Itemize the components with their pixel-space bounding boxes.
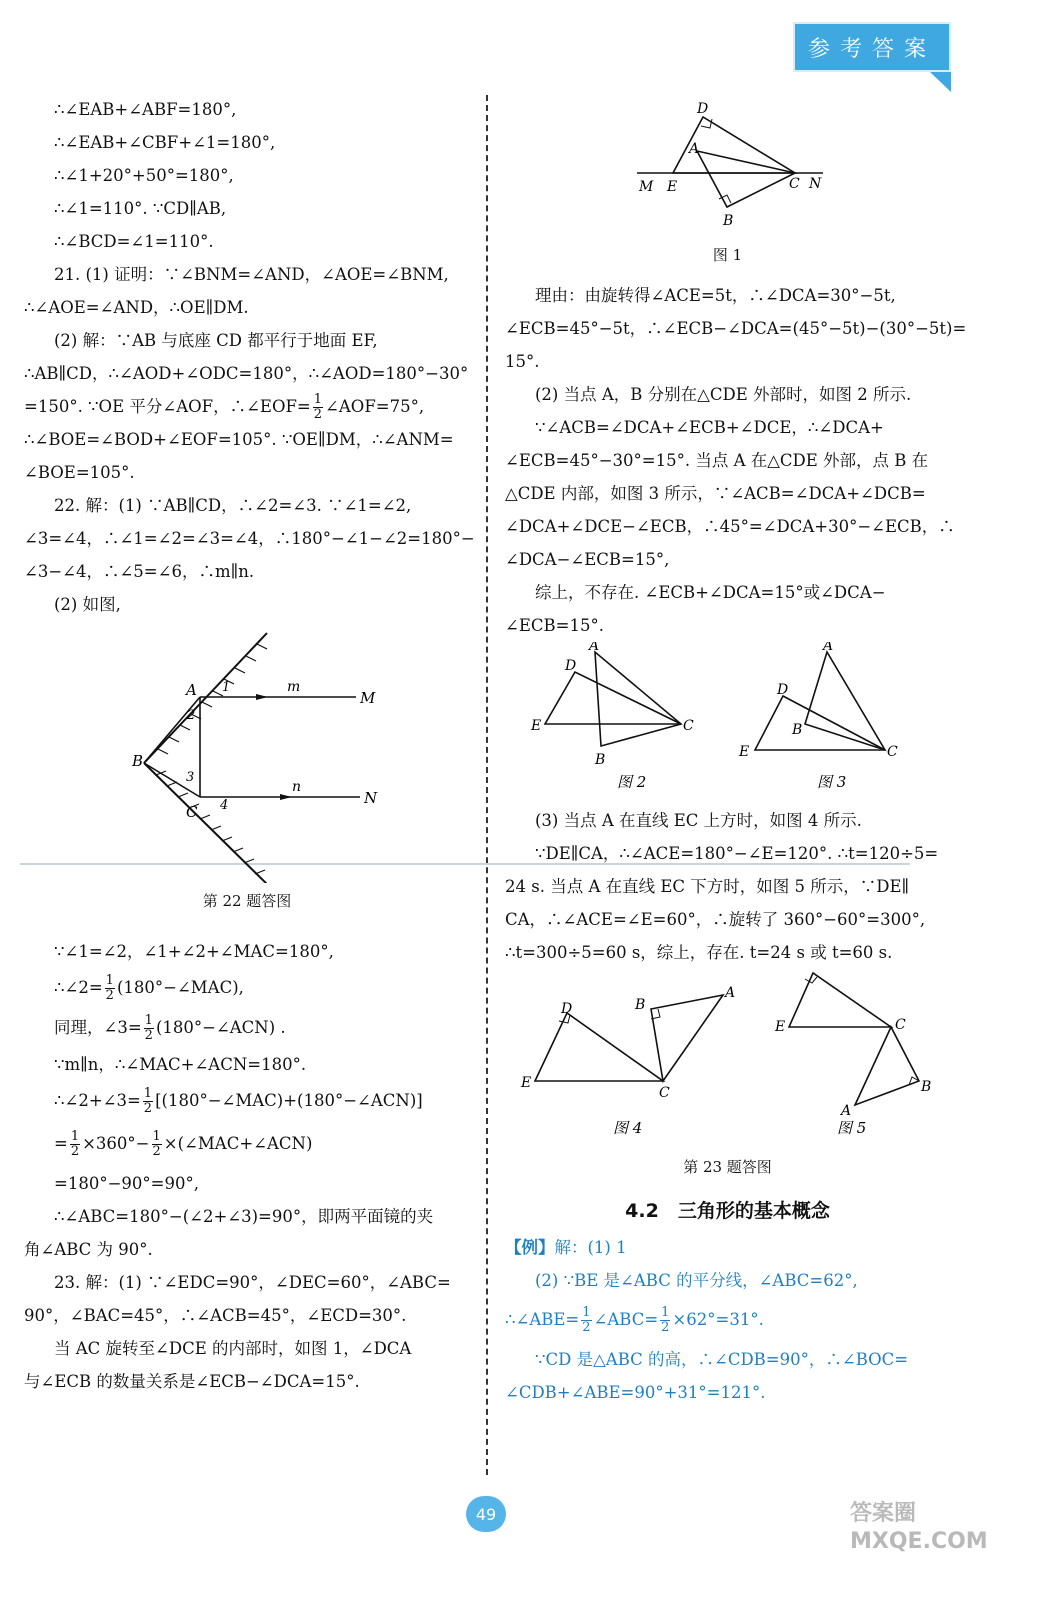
fig3-label-c: C [887,744,898,760]
eq-pre: ∴∠2= [54,978,103,997]
fig2-label-e: E [531,718,542,734]
figures-4-5-diagram [505,969,950,1147]
label-a: A [689,141,700,157]
fig4-label-a: A [725,985,736,1001]
figure-3-caption: 图 3 [817,773,847,791]
figure-22-caption: 第 22 题答图 [202,892,292,910]
text-line: ∴t=300÷5=60 s，综上，存在. t=24 s 或 t=60 s. [505,943,893,962]
text-line: 24 s. 当点 A 在直线 EC 下方时，如图 5 所示，∵DE∥ [505,877,910,896]
page-number: 49 [466,1496,506,1532]
fig5-label-a: A [841,1103,852,1119]
fraction [70,1130,80,1159]
fig4-label-e: E [521,1075,532,1091]
text-line: 与∠ECB 的数量关系是∠ECB−∠DCA=15°. [24,1372,360,1391]
fraction [313,393,323,422]
text-line: ∴∠AOE=∠AND，∴OE∥DM. [24,298,249,317]
fraction-numerator: 1 [661,1305,670,1320]
fig5-label-b: B [921,1079,932,1095]
fraction-denominator: 2 [70,1144,80,1159]
fraction-numerator: 1 [152,1129,161,1144]
label-n-point: N [364,789,378,807]
text-line: ∠ECB=45°−30°=15°. 当点 A 在△CDE 外部，点 B 在 [505,451,929,470]
fig3-label-a: A [823,642,834,654]
text-line: 15°. [505,352,540,371]
fraction-denominator: 2 [152,1144,161,1159]
fig4-label-c: C [659,1085,670,1101]
eq-mid: ×360°− [82,1134,150,1153]
question-22-line: 22. 解：(1) ∵AB∥CD，∴∠2=∠3. ∵∠1=∠2, [54,496,412,515]
label-c: C [186,803,198,821]
fig5-label-d [808,969,820,973]
left-column [24,93,475,1398]
text-line: (2) 如图, [54,595,121,614]
figure-5-caption: 图 5 [837,1119,867,1137]
text-line: ∴AB∥CD，∴∠AOD+∠ODC=180°，∴∠AOD=180°−30° [24,364,469,383]
fig2-triangle-dec [545,672,681,724]
fig4-label-b: B [635,997,646,1013]
watermark-line-2: MXQE.COM [850,1529,988,1554]
eq-pre: ∴∠2+∠3= [54,1091,141,1110]
fraction-denominator: 2 [661,1320,670,1335]
eq-post: ×(∠MAC+∠ACN) [163,1134,313,1153]
fig3-label-d: D [777,682,789,698]
text-line: (2) 解：∵AB 与底座 CD 都平行于地面 EF, [54,331,378,350]
text-line: ∠ECB=45°−5t，∴∠ECB−∠DCA=(45°−5t)−(30°−5t)= [505,319,967,338]
fig2-label-b: B [595,752,606,768]
fraction-denominator: 2 [143,1101,153,1116]
text-line: ∵∠ACB=∠DCA+∠ECB+∠DCE，∴∠DCA+ [535,418,884,437]
figure-4-caption: 图 4 [613,1119,643,1137]
fig5-triangle-abc [855,1027,919,1105]
fraction [660,1306,670,1335]
eq-post: [(180°−∠MAC)+(180°−∠ACN)] [155,1091,423,1110]
eq-pre: 同理，∠3= [54,1018,142,1037]
label-line-n: n [292,779,302,795]
figure-1-diagram [505,93,950,233]
eq-mid: ∠ABC= [593,1310,659,1329]
figure-1-caption: 图 1 [712,246,743,264]
fraction-numerator: 1 [313,392,323,407]
example-line: (2) ∵BE 是∠ABC 的平分线，∠ABC=62°, [535,1271,858,1290]
equation-line [24,1121,470,1167]
fig3-label-b: B [792,722,803,738]
text-line: ∵∠1=∠2，∠1+∠2+∠MAC=180°, [54,942,334,961]
label-d: D [697,101,709,117]
figure-22-diagram [24,621,470,883]
fig3-triangle-abc [805,652,885,750]
fraction-denominator: 2 [144,1028,153,1043]
text-line: 角∠ABC 为 90°. [24,1240,153,1259]
equation-line [24,390,470,423]
label-b: B [132,752,144,770]
text-line: ∠DCA−∠ECB=15°, [505,550,670,569]
figure-2-caption: 图 2 [617,773,647,791]
text-line: 90°，∠BAC=45°，∴∠ACB=45°，∠ECD=30°. [24,1306,407,1325]
figure-1 [505,93,950,233]
text-line: ∠DCA+∠DCE−∠ECB，∴45°=∠DCA+30°−∠ECB，∴ [505,517,955,536]
label-m-point: M [360,689,376,707]
fig5-label-c: C [895,1017,906,1033]
fig5-triangle-dec [789,973,891,1027]
example-tag: 【例】 [505,1238,555,1257]
fraction-numerator: 1 [144,1013,153,1028]
fraction-numerator: 1 [105,973,114,988]
fraction [152,1130,162,1159]
text-line: ∴∠1=110°. ∵CD∥AB, [54,199,227,218]
label-n: N [809,176,822,192]
arrow-m [256,694,268,700]
fraction-denominator: 2 [582,1320,591,1335]
eq-pre: = [54,1134,68,1153]
fraction-numerator: 1 [70,1129,80,1144]
text-line: △CDE 内部，如图 3 所示，∵∠ACB=∠DCA+∠DCB= [505,484,926,503]
fraction [581,1306,591,1335]
mirror-upper [144,633,267,763]
text-line: (3) 当点 A 在直线 EC 上方时，如图 4 所示. [535,811,862,830]
example-equation-line [505,1297,950,1343]
answer-header-tag: 参考答案 [793,22,951,72]
angle-2-label: 2 [187,708,196,723]
fig3-triangle-dec [755,696,885,750]
fraction-numerator: 1 [582,1305,591,1320]
fig4-triangle-dec [535,1013,663,1081]
equation-line [24,968,470,1008]
figure-22 [24,621,470,883]
fig2-label-c: C [683,718,694,734]
equation-line [24,1008,470,1048]
text-line: 综上，不存在. ∠ECB+∠DCA=15°或∠DCA− [535,583,886,602]
eq-post: (180°−∠ACN) . [155,1018,286,1037]
angle-3-label: 3 [186,770,195,785]
text-line: =180°−90°=90°, [54,1174,199,1193]
fraction [105,974,115,1003]
example-line [505,1231,950,1264]
label-b: B [723,213,734,229]
text-line: ∴∠BOE=∠BOD+∠EOF=105°. ∵OE∥DM，∴∠ANM= [24,430,454,449]
figures-4-5 [505,969,950,1147]
text-line: ∠BOE=105°. [24,463,135,482]
fraction-denominator: 2 [313,407,323,422]
example-line: ∵CD 是△ABC 的高，∴∠CDB=90°，∴∠BOC= [535,1350,909,1369]
angle-1-label: 1 [222,680,231,695]
fraction-denominator: 2 [105,988,114,1003]
fig4-label-d: D [561,1001,573,1017]
question-21-line: 21. (1) 证明：∵∠BNM=∠AND，∠AOE=∠BNM, [54,265,449,284]
example-line: ∠CDB+∠ABE=90°+31°=121°. [505,1383,766,1402]
mirror-lower [144,763,274,883]
text-line: ∵DE∥CA，∴∠ACE=180°−∠E=120°. ∴t=120÷5= [535,844,939,863]
example-text: 解：(1) 1 [554,1238,627,1257]
text-line: ∴∠1+20°+50°=180°, [54,166,234,185]
text-line: CA，∴∠ACE=∠E=60°，∴旋转了 360°−60°=300°, [505,910,926,929]
fraction [143,1087,153,1116]
figure-23-caption: 第 23 题答图 [683,1158,772,1176]
text-line: ∴∠EAB+∠ABF=180°, [54,100,237,119]
eq-pre: ∴∠ABE= [505,1310,580,1329]
watermark [850,1500,988,1556]
watermark-line-1: 答案圈 [850,1501,917,1526]
text-line: (2) 当点 A，B 分别在△CDE 外部时，如图 2 所示. [535,385,912,404]
arrow-n [280,794,292,800]
eq-post: ×62°=31°. [672,1310,764,1329]
eq-pre: =150°. ∵OE 平分∠AOF，∴∠EOF= [24,397,311,416]
eq-post: ∠AOF=75°, [325,397,425,416]
header-tag-tail [930,72,951,92]
text-line: ∠3−∠4，∴∠5=∠6，∴m∥n. [24,562,255,581]
label-e: E [667,179,678,195]
text-line: ∵m∥n，∴∠MAC+∠ACN=180°. [54,1055,307,1074]
fig2-label-a: A [589,642,600,654]
text-line: ∠ECB=15°. [505,616,604,635]
fig5-label-e: E [775,1019,786,1035]
segment-ab [144,697,200,763]
label-m: M [639,179,654,195]
figures-2-3-diagram [505,642,950,792]
mirror-hatching [156,644,267,874]
section-title: 4.2 三角形的基本概念 [625,1200,830,1222]
fig2-triangle-abc [595,652,681,746]
figures-2-3 [505,642,950,792]
text-line: ∴∠ABC=180°−(∠2+∠3)=90°，即两平面镜的夹 [54,1207,434,1226]
equation-line [24,1081,470,1121]
right-column [505,93,967,1409]
fig3-label-e: E [739,744,750,760]
text-line: ∴∠EAB+∠CBF+∠1=180°, [54,133,276,152]
column-divider [486,95,488,1475]
triangle-abc [697,151,795,207]
fig4-triangle-abc [651,995,723,1081]
text-line: 当 AC 旋转至∠DCE 的内部时，如图 1，∠DCA [54,1339,412,1358]
right-angle-d [701,119,712,128]
text-line: 理由：由旋转得∠ACE=5t，∴∠DCA=30°−5t, [535,286,896,305]
eq-post: (180°−∠MAC), [116,978,244,997]
angle-4-label: 4 [220,798,229,813]
text-line: ∠3=∠4，∴∠1=∠2=∠3=∠4，∴180°−∠1−∠2=180°− [24,529,475,548]
question-23-line: 23. 解：(1) ∵∠EDC=90°，∠DEC=60°，∠ABC= [54,1273,451,1292]
fraction [144,1014,154,1043]
label-c: C [789,176,800,192]
label-line-m: m [287,679,301,695]
text-line: ∴∠BCD=∠1=110°. [54,232,214,251]
fig2-label-d: D [565,658,577,674]
label-a: A [186,681,197,699]
fraction-numerator: 1 [143,1086,153,1101]
